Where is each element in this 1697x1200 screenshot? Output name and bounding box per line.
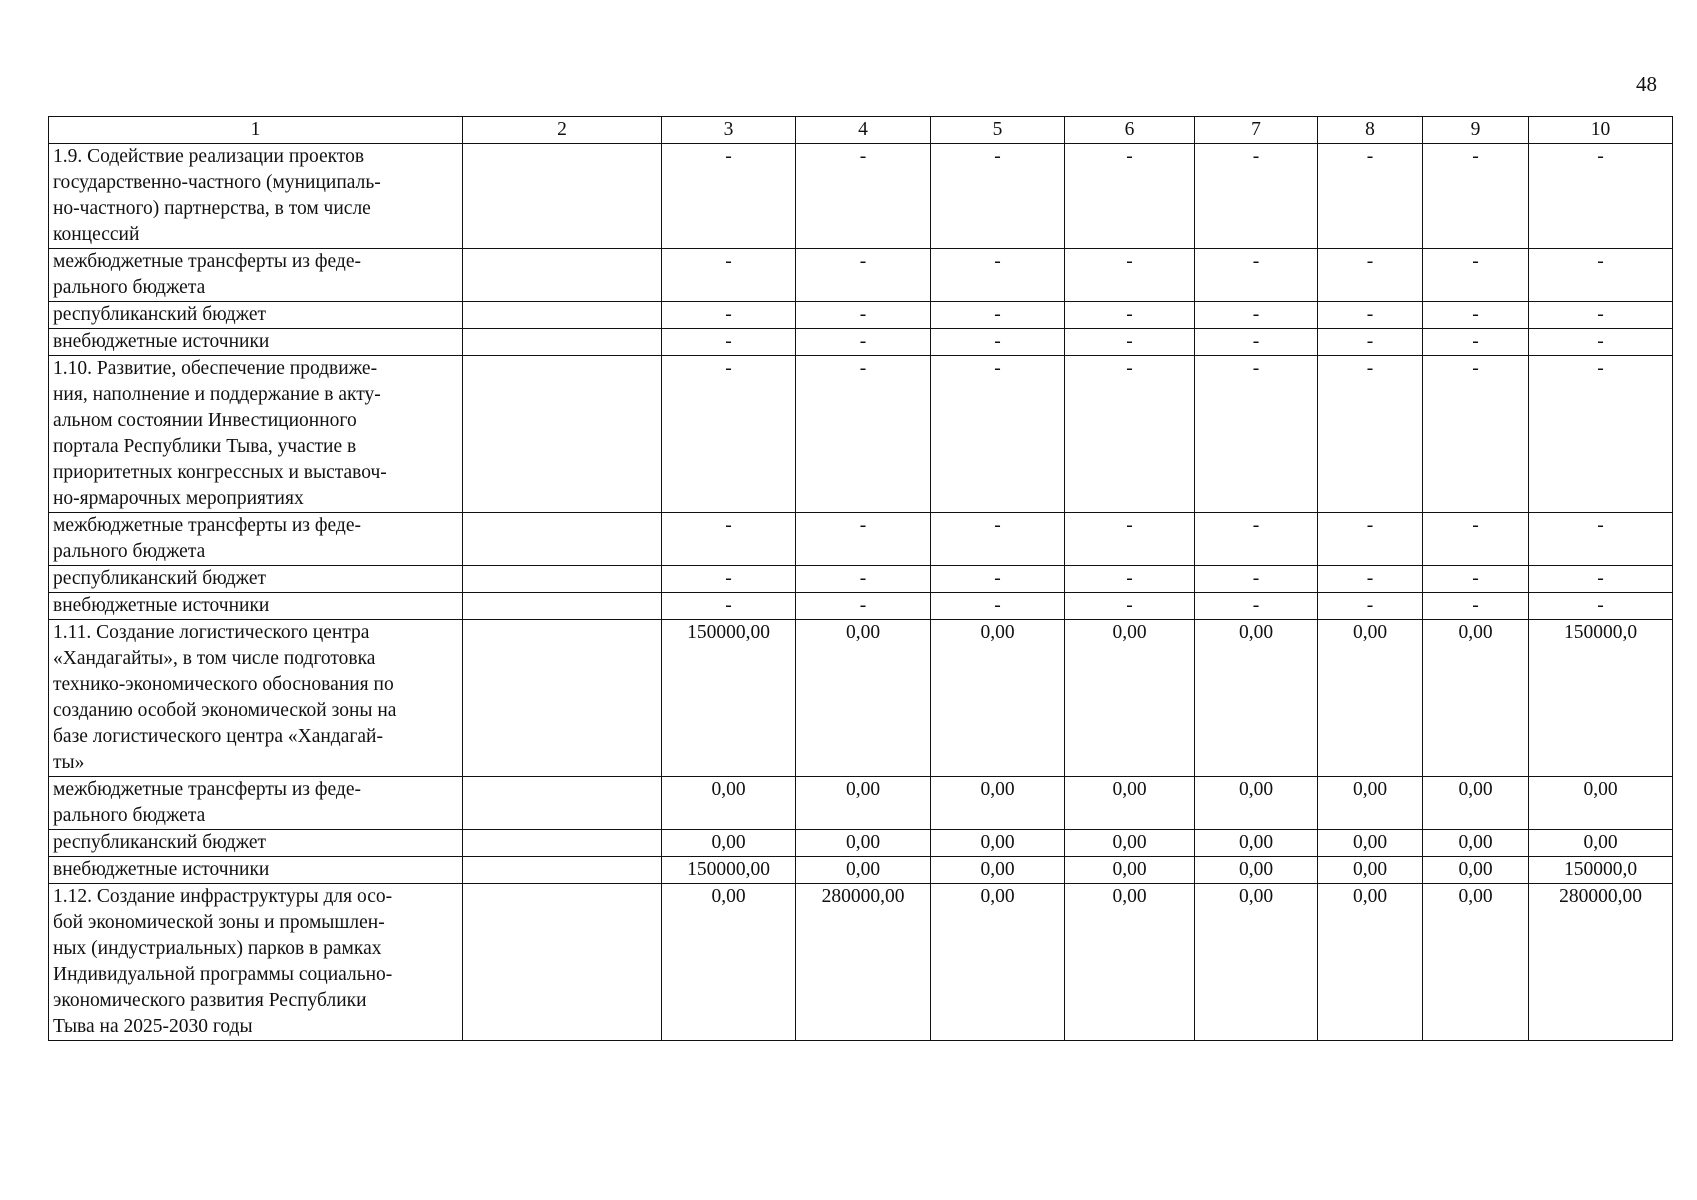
value-cell-col-10: 280000,00: [1529, 884, 1673, 1041]
value-cell-col-10: -: [1529, 144, 1673, 249]
value-cell-col-8: -: [1318, 302, 1423, 329]
table-row: [49, 329, 1673, 356]
table-row: [49, 884, 1673, 1041]
value-cell-col-3: -: [662, 329, 796, 356]
value-cell-col-7: 0,00: [1195, 857, 1318, 884]
value-cell-col-10: 150000,0: [1529, 857, 1673, 884]
value-cell-col-10: -: [1529, 329, 1673, 356]
row-name-cell: 1.9. Содействие реализации проектов государственно-частного (муниципаль- но-частного) партнерства, в том числе концессий: [49, 144, 463, 249]
column-header-8: 8: [1318, 117, 1423, 144]
column-2-cell: [463, 857, 662, 884]
page-number: 48: [1636, 72, 1657, 96]
row-name-cell: внебюджетные источники: [49, 857, 463, 884]
value-cell-col-9: 0,00: [1423, 777, 1529, 830]
value-cell-col-10: -: [1529, 249, 1673, 302]
row-name-cell: межбюджетные трансферты из феде- рального бюджета: [49, 513, 463, 566]
value-cell-col-9: 0,00: [1423, 830, 1529, 857]
row-name-cell: 1.11. Создание логистического центра «Хандагайты», в том числе подготовка технико-экономического обоснования по созданию особой экономической зоны на базе логистического центра «Хандагай- ты»: [49, 620, 463, 777]
value-cell-col-10: -: [1529, 566, 1673, 593]
table-row: [49, 857, 1673, 884]
value-cell-col-6: 0,00: [1065, 777, 1195, 830]
value-cell-col-3: -: [662, 144, 796, 249]
value-cell-col-5: 0,00: [931, 620, 1065, 777]
value-cell-col-3: 0,00: [662, 777, 796, 830]
value-cell-col-6: 0,00: [1065, 620, 1195, 777]
value-cell-col-6: -: [1065, 329, 1195, 356]
value-cell-col-5: 0,00: [931, 884, 1065, 1041]
value-cell-col-5: 0,00: [931, 777, 1065, 830]
value-cell-col-6: -: [1065, 513, 1195, 566]
value-cell-col-7: -: [1195, 593, 1318, 620]
value-cell-col-6: -: [1065, 593, 1195, 620]
value-cell-col-6: -: [1065, 249, 1195, 302]
column-2-cell: [463, 329, 662, 356]
value-cell-col-7: -: [1195, 513, 1318, 566]
column-2-cell: [463, 830, 662, 857]
value-cell-col-10: -: [1529, 302, 1673, 329]
column-header-9: 9: [1423, 117, 1529, 144]
value-cell-col-9: -: [1423, 513, 1529, 566]
value-cell-col-4: -: [796, 513, 931, 566]
value-cell-col-8: 0,00: [1318, 857, 1423, 884]
value-cell-col-10: 0,00: [1529, 777, 1673, 830]
value-cell-col-4: 0,00: [796, 857, 931, 884]
value-cell-col-5: -: [931, 513, 1065, 566]
value-cell-col-8: -: [1318, 249, 1423, 302]
value-cell-col-3: 0,00: [662, 830, 796, 857]
value-cell-col-9: -: [1423, 329, 1529, 356]
value-cell-col-7: -: [1195, 302, 1318, 329]
row-name-cell: 1.12. Создание инфраструктуры для осо- бой экономической зоны и промышлен- ных (индустриальных) парков в рамках Индивидуальной программы социально- экономического развития Республики Тыва на 2025-2030 годы: [49, 884, 463, 1041]
value-cell-col-9: 0,00: [1423, 884, 1529, 1041]
value-cell-col-3: -: [662, 593, 796, 620]
value-cell-col-8: -: [1318, 593, 1423, 620]
value-cell-col-6: -: [1065, 356, 1195, 513]
value-cell-col-5: -: [931, 302, 1065, 329]
value-cell-col-7: 0,00: [1195, 830, 1318, 857]
value-cell-col-3: -: [662, 513, 796, 566]
column-2-cell: [463, 513, 662, 566]
value-cell-col-6: 0,00: [1065, 857, 1195, 884]
value-cell-col-4: -: [796, 566, 931, 593]
value-cell-col-7: -: [1195, 144, 1318, 249]
value-cell-col-6: -: [1065, 144, 1195, 249]
value-cell-col-4: -: [796, 302, 931, 329]
value-cell-col-7: 0,00: [1195, 884, 1318, 1041]
value-cell-col-8: 0,00: [1318, 620, 1423, 777]
value-cell-col-6: -: [1065, 566, 1195, 593]
value-cell-col-10: -: [1529, 593, 1673, 620]
value-cell-col-5: 0,00: [931, 857, 1065, 884]
row-name-cell: межбюджетные трансферты из феде- рального бюджета: [49, 777, 463, 830]
value-cell-col-8: -: [1318, 513, 1423, 566]
value-cell-col-9: 0,00: [1423, 620, 1529, 777]
row-name-cell: республиканский бюджет: [49, 566, 463, 593]
value-cell-col-7: 0,00: [1195, 777, 1318, 830]
column-2-cell: [463, 566, 662, 593]
value-cell-col-5: -: [931, 566, 1065, 593]
value-cell-col-9: -: [1423, 249, 1529, 302]
value-cell-col-5: -: [931, 593, 1065, 620]
table-body: [49, 144, 1673, 1041]
column-2-cell: [463, 249, 662, 302]
value-cell-col-5: -: [931, 144, 1065, 249]
header-row: [49, 117, 1673, 144]
column-header-1: 1: [49, 117, 463, 144]
value-cell-col-4: -: [796, 329, 931, 356]
column-2-cell: [463, 356, 662, 513]
budget-table: [48, 116, 1673, 1041]
column-2-cell: [463, 593, 662, 620]
value-cell-col-7: 0,00: [1195, 620, 1318, 777]
value-cell-col-9: -: [1423, 144, 1529, 249]
value-cell-col-3: -: [662, 566, 796, 593]
table-row: [49, 302, 1673, 329]
value-cell-col-4: 0,00: [796, 777, 931, 830]
value-cell-col-3: 0,00: [662, 884, 796, 1041]
value-cell-col-5: 0,00: [931, 830, 1065, 857]
table-row: [49, 593, 1673, 620]
value-cell-col-3: -: [662, 302, 796, 329]
value-cell-col-4: 280000,00: [796, 884, 931, 1041]
value-cell-col-5: -: [931, 356, 1065, 513]
table-row: [49, 249, 1673, 302]
value-cell-col-10: -: [1529, 513, 1673, 566]
row-name-cell: межбюджетные трансферты из феде- рального бюджета: [49, 249, 463, 302]
value-cell-col-8: 0,00: [1318, 830, 1423, 857]
value-cell-col-10: 0,00: [1529, 830, 1673, 857]
value-cell-col-7: -: [1195, 356, 1318, 513]
value-cell-col-10: -: [1529, 356, 1673, 513]
value-cell-col-8: 0,00: [1318, 777, 1423, 830]
row-name-cell: внебюджетные источники: [49, 593, 463, 620]
value-cell-col-9: -: [1423, 302, 1529, 329]
value-cell-col-9: -: [1423, 356, 1529, 513]
value-cell-col-3: 150000,00: [662, 857, 796, 884]
table-row: [49, 777, 1673, 830]
row-name-cell: внебюджетные источники: [49, 329, 463, 356]
column-2-cell: [463, 884, 662, 1041]
value-cell-col-4: -: [796, 593, 931, 620]
value-cell-col-10: 150000,0: [1529, 620, 1673, 777]
value-cell-col-7: -: [1195, 249, 1318, 302]
row-name-cell: республиканский бюджет: [49, 830, 463, 857]
value-cell-col-9: -: [1423, 593, 1529, 620]
value-cell-col-4: -: [796, 356, 931, 513]
value-cell-col-4: 0,00: [796, 830, 931, 857]
table-row: [49, 356, 1673, 513]
value-cell-col-8: -: [1318, 329, 1423, 356]
value-cell-col-8: 0,00: [1318, 884, 1423, 1041]
column-header-2: 2: [463, 117, 662, 144]
column-2-cell: [463, 144, 662, 249]
table-row: [49, 566, 1673, 593]
table-row: [49, 513, 1673, 566]
column-header-5: 5: [931, 117, 1065, 144]
column-header-4: 4: [796, 117, 931, 144]
value-cell-col-7: -: [1195, 566, 1318, 593]
value-cell-col-8: -: [1318, 566, 1423, 593]
value-cell-col-6: -: [1065, 302, 1195, 329]
value-cell-col-3: 150000,00: [662, 620, 796, 777]
column-2-cell: [463, 777, 662, 830]
row-name-cell: 1.10. Развитие, обеспечение продвиже- ния, наполнение и поддержание в акту- альном состоянии Инвестиционного портала Республики Тыва, участие в приоритетных конгрессных и выставоч- но-ярмарочных мероприятиях: [49, 356, 463, 513]
value-cell-col-7: -: [1195, 329, 1318, 356]
column-header-3: 3: [662, 117, 796, 144]
table-header: [49, 117, 1673, 144]
value-cell-col-9: 0,00: [1423, 857, 1529, 884]
value-cell-col-4: 0,00: [796, 620, 931, 777]
value-cell-col-5: -: [931, 329, 1065, 356]
value-cell-col-9: -: [1423, 566, 1529, 593]
column-2-cell: [463, 302, 662, 329]
value-cell-col-5: -: [931, 249, 1065, 302]
row-name-cell: республиканский бюджет: [49, 302, 463, 329]
column-header-6: 6: [1065, 117, 1195, 144]
column-header-7: 7: [1195, 117, 1318, 144]
value-cell-col-6: 0,00: [1065, 884, 1195, 1041]
column-2-cell: [463, 620, 662, 777]
value-cell-col-4: -: [796, 144, 931, 249]
column-header-10: 10: [1529, 117, 1673, 144]
table-row: [49, 830, 1673, 857]
value-cell-col-4: -: [796, 249, 931, 302]
table-row: [49, 144, 1673, 249]
value-cell-col-3: -: [662, 356, 796, 513]
value-cell-col-8: -: [1318, 144, 1423, 249]
value-cell-col-8: -: [1318, 356, 1423, 513]
value-cell-col-3: -: [662, 249, 796, 302]
value-cell-col-6: 0,00: [1065, 830, 1195, 857]
table-row: [49, 620, 1673, 777]
